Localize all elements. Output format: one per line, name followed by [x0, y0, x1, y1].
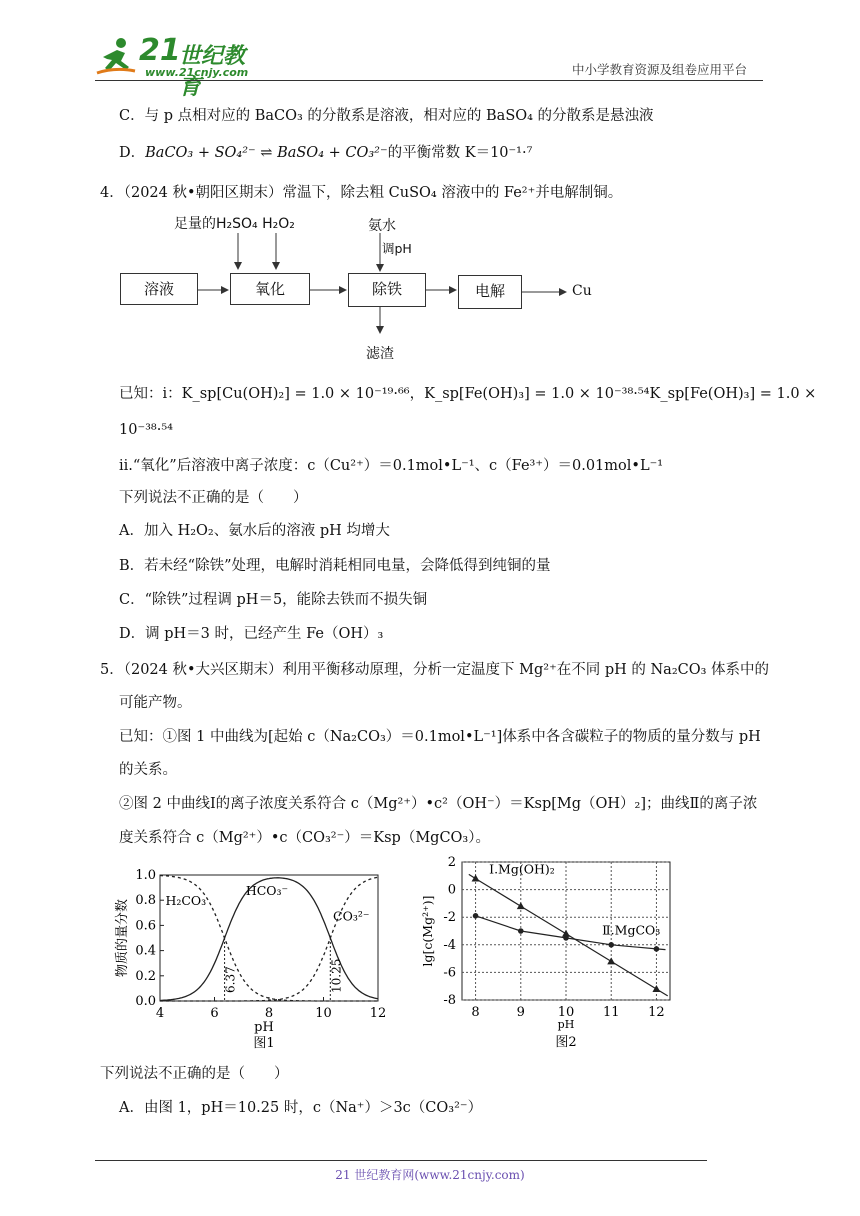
- fig1-pka-label: 10.25: [329, 958, 344, 993]
- flow-reagent-ammonia: 氨水: [368, 218, 396, 234]
- q5-known-1: 已知：①图 1 中曲线为[起始 c（Na₂CO₃）＝0.1mol•L⁻¹]体系中各含碳粒子的物质的量分数与 pH: [119, 729, 761, 745]
- q4-option-d: D．调 pH＝3 时，已经产生 Fe（OH）₃: [119, 626, 384, 642]
- flow-box-iron-removal: 除铁: [348, 273, 426, 307]
- fig2-point-mgoh2: [472, 875, 480, 882]
- flow-box-electrolysis: 电解: [458, 275, 522, 309]
- fig2-x-tick-label: 12: [648, 1005, 665, 1020]
- fig1-y-tick-label: 0.2: [135, 968, 156, 984]
- footer-divider: [95, 1160, 707, 1161]
- fig2-label-mgco3: Ⅱ.MgCO₃: [602, 922, 661, 938]
- q4-option-b: B．若未经“除铁”处理，电解时消耗相同电量，会降低得到纯铜的量: [119, 558, 551, 574]
- q4-stem: 4．（2024 秋•朝阳区期末）常温下，除去粗 CuSO₄ 溶液中的 Fe²⁺并电解制铜。: [100, 185, 623, 201]
- q5-known-1-cont: 的关系。: [119, 762, 177, 778]
- flow-reagent-acid-peroxide: 足量的H₂SO₄ H₂O₂: [174, 216, 295, 232]
- fig1-x-tick-label: 8: [264, 1006, 274, 1021]
- q4-known-2: ⅱ.“氧化”后溶液中离子浓度：c（Cu²⁺）＝0.1mol•L⁻¹、c（Fe³⁺）＝0.01mol•L⁻¹: [119, 458, 664, 474]
- flow-box-solution: 溶液: [120, 273, 198, 305]
- fig1-y-tick-label: 0.4: [135, 943, 156, 959]
- q3-option-d-formula: BaCO₃ + SO₄²⁻ ⇌ BaSO₄ + CO₃²⁻: [145, 145, 388, 161]
- fig2-point-mgoh2: [517, 902, 525, 909]
- logo-number: 21: [139, 33, 181, 68]
- site-logo: [95, 33, 265, 100]
- q4-option-c: C．“除铁”过程调 pH＝5，能除去铁而不损失铜: [119, 592, 428, 608]
- fig1-y-tick-label: 1.0: [135, 868, 156, 883]
- fig1-label-h2co3: H₂CO₃: [165, 893, 207, 909]
- flow-adjust-ph: 调pH: [382, 241, 412, 256]
- q5-stem: 5．（2024 秋•大兴区期末）利用平衡移动原理，分析一定温度下 Mg²⁺在不同 pH 的 Na₂CO₃ 体系中的: [100, 662, 770, 678]
- fig1-x-axis-label: pH: [254, 1020, 274, 1035]
- fig1-y-tick-label: 0.6: [135, 918, 156, 934]
- figure-2-lg-mg-chart: [420, 852, 690, 1052]
- fig2-label-mgoh2: Ⅰ.Mg(OH)₂: [489, 861, 555, 877]
- fig1-y-tick-label: 0.0: [135, 994, 156, 1009]
- q5-stem-cont: 可能产物。: [119, 695, 192, 711]
- fig1-label-hco3: HCO₃⁻: [245, 883, 289, 899]
- logo-chinese: 世纪教育: [179, 44, 246, 100]
- q4-question: 下列说法不正确的是（ ）: [119, 490, 308, 506]
- fig2-x-tick-label: 9: [516, 1005, 525, 1020]
- fig2-x-tick-label: 11: [602, 1005, 620, 1020]
- fig2-x-tick-label: 10: [557, 1005, 575, 1020]
- header-divider: [95, 80, 763, 81]
- flow-residue: 滤渣: [366, 346, 394, 362]
- fig1-pka-label: 6.37: [223, 966, 238, 993]
- fig2-y-axis-label: lg[c(Mg²⁺)]: [420, 895, 435, 967]
- q5-known-2: ②图 2 中曲线Ⅰ的离子浓度关系符合 c（Mg²⁺）•c²（OH⁻）＝Ksp[Mg（OH）₂]；曲线Ⅱ的离子浓: [119, 796, 758, 812]
- fig1-x-tick-label: 12: [369, 1006, 387, 1021]
- fig2-y-tick-label: -2: [443, 910, 456, 926]
- logo-url: www.21cnjy.com: [145, 66, 249, 79]
- q4-known-1-cont: 10⁻³⁸·⁵⁴: [119, 422, 173, 438]
- figure-1-speciation-chart: [112, 855, 402, 1055]
- fig2-y-tick-label: -8: [443, 993, 456, 1008]
- fig2-point-mgco3: [473, 913, 479, 919]
- fig2-point-mgco3: [608, 942, 614, 948]
- q5-option-a: A．由图 1，pH＝10.25 时，c（Na⁺）＞3c（CO₃²⁻）: [119, 1100, 483, 1116]
- q4-flowchart: [118, 213, 598, 365]
- fig2-y-tick-label: -6: [443, 965, 456, 981]
- fig2-point-mgco3: [654, 946, 660, 952]
- fig1-x-tick-label: 6: [210, 1006, 219, 1021]
- fig2-point-mgoh2: [607, 957, 615, 964]
- fig2-x-tick-label: 8: [471, 1005, 480, 1020]
- fig2-point-mgco3: [518, 928, 524, 934]
- fig2-caption: 图2: [555, 1035, 577, 1050]
- q3-option-d: D．BaCO₃ + SO₄²⁻ ⇌ BaSO₄ + CO₃²⁻的平衡常数 K＝10⁻¹·⁷: [119, 145, 533, 161]
- fig1-x-tick-label: 4: [155, 1006, 165, 1021]
- q5-known-2-cont: 度关系符合 c（Mg²⁺）•c（CO₃²⁻）＝Ksp（MgCO₃）。: [119, 830, 490, 846]
- runner-logo-icon: [95, 37, 137, 77]
- flow-box-oxidation: 氧化: [230, 273, 310, 305]
- fig1-x-tick-label: 10: [315, 1006, 332, 1021]
- fig1-y-tick-label: 0.8: [135, 893, 156, 909]
- fig2-point-mgco3: [563, 935, 569, 941]
- fig2-x-axis-label: pH: [557, 1018, 575, 1031]
- q4-known-1: 已知：ⅰ：K_sp[Cu(OH)₂] = 1.0 × 10⁻¹⁹·⁶⁶，K_sp[Fe(OH)₃] = 1.0 × 10⁻³⁸·⁵⁴K_sp[Fe(OH)₃] = 1.0 ×: [119, 386, 817, 402]
- q5-question: 下列说法不正确的是（ ）: [100, 1066, 289, 1082]
- fig2-y-tick-label: 0: [447, 882, 456, 898]
- flow-product-cu: Cu: [572, 283, 592, 299]
- footer-text: 21 世纪教育网(www.21cnjy.com): [335, 1168, 525, 1182]
- fig1-y-axis-label: 物质的量分数: [115, 898, 130, 978]
- fig2-y-tick-label: 2: [447, 855, 456, 870]
- fig2-point-mgoh2: [652, 985, 660, 992]
- fig2-y-tick-label: -4: [443, 937, 456, 953]
- fig1-label-co3: CO₃²⁻: [333, 908, 370, 924]
- fig1-caption: 图1: [253, 1036, 275, 1051]
- platform-title: 中小学教育资源及组卷应用平台: [572, 62, 748, 77]
- q4-option-a: A．加入 H₂O₂、氨水后的溶液 pH 均增大: [119, 523, 390, 539]
- q3-option-c: C．与 p 点相对应的 BaCO₃ 的分散系是溶液，相对应的 BaSO₄ 的分散系是悬浊液: [119, 108, 654, 124]
